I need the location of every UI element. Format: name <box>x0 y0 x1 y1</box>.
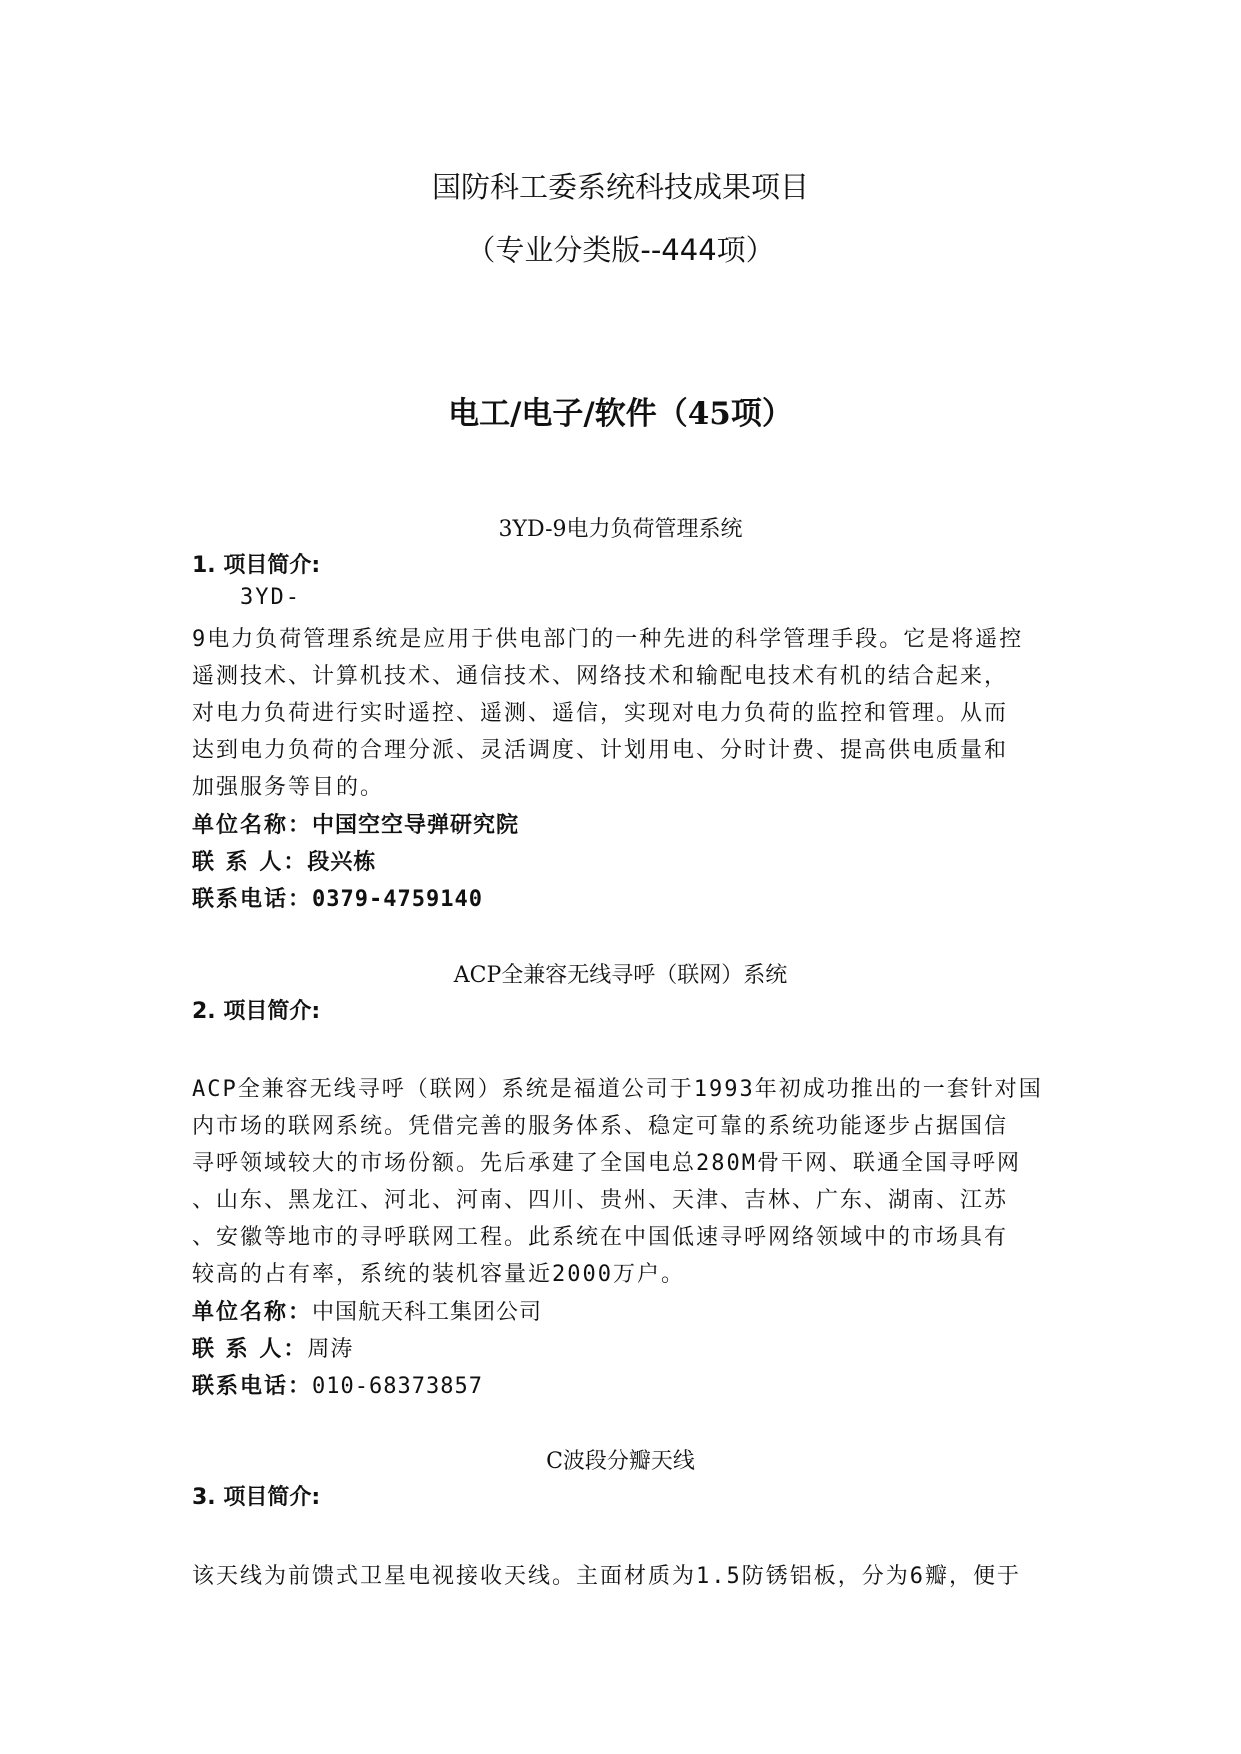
project-text-line: 9电力负荷管理系统是应用于供电部门的一种先进的科学管理手段。它是将遥控 <box>192 627 1024 652</box>
phone-row <box>192 882 483 913</box>
phone-row <box>192 1369 483 1400</box>
project-title: C波段分瓣天线 <box>546 1449 695 1474</box>
project-text-line: 该天线为前馈式卫星电视接收天线。主面材质为1.5防锈铝板，分为6瓣，便于 <box>192 1564 1021 1589</box>
project-text-line: 寻呼领域较大的市场份额。先后承建了全国电总280M骨干网、联通全国寻呼网 <box>192 1151 1021 1176</box>
project-title: ACP全兼容无线寻呼（联网）系统 <box>453 963 788 988</box>
contact-label: 联 系 人： <box>192 850 308 875</box>
project-text-line: 、安徽等地市的寻呼联网工程。此系统在中国低速寻呼网络领域中的市场具有 <box>192 1225 1009 1250</box>
contact-value: 段兴栋 <box>307 850 377 875</box>
project-text-line: ACP全兼容无线寻呼（联网）系统是福道公司于1993年初成功推出的一套针对国 <box>192 1077 1043 1102</box>
phone-value: 010-68373857 <box>312 1374 483 1399</box>
unit-label: 单位名称： <box>192 1300 313 1325</box>
section-title: 电工/电子/软件（45项） <box>448 396 793 432</box>
unit-value: 中国航天科工集团公司 <box>312 1300 543 1325</box>
document-subtitle: （专业分类版--444项） <box>466 233 775 267</box>
contact-value: 周涛 <box>307 1337 354 1362</box>
unit-row <box>192 808 519 839</box>
project-text-line: 对电力负荷进行实时遥控、遥测、遥信，实现对电力负荷的监控和管理。从而 <box>192 701 1009 726</box>
project-title: 3YD-9电力负荷管理系统 <box>498 517 743 542</box>
project-heading: 2. 项目简介: <box>192 999 321 1024</box>
contact-row <box>192 1332 353 1363</box>
phone-value: 0379-4759140 <box>312 887 483 912</box>
phone-label: 联系电话： <box>192 887 313 912</box>
unit-value: 中国空空导弹研究院 <box>312 813 520 838</box>
project-text-line: 内市场的联网系统。凭借完善的服务体系、稳定可靠的系统功能逐步占据国信 <box>192 1114 1009 1139</box>
document-title: 国防科工委系统科技成果项目 <box>431 170 809 204</box>
project-text-line: 遥测技术、计算机技术、通信技术、网络技术和输配电技术有机的结合起来， <box>192 664 1009 689</box>
project-text-line: 、山东、黑龙江、河北、河南、四川、贵州、天津、吉林、广东、湖南、江苏 <box>192 1188 1009 1213</box>
project-heading: 3. 项目简介: <box>192 1485 321 1510</box>
unit-label: 单位名称： <box>192 813 313 838</box>
project-text-line: 3YD- <box>240 585 301 610</box>
project-text-line: 较高的占有率，系统的装机容量近2000万户。 <box>192 1262 685 1287</box>
contact-row <box>192 845 376 876</box>
project-text-line: 达到电力负荷的合理分派、灵活调度、计划用电、分时计费、提高供电质量和 <box>192 738 1009 763</box>
project-text-line: 加强服务等目的。 <box>192 775 385 800</box>
project-heading: 1. 项目简介: <box>192 553 321 578</box>
unit-row <box>192 1295 542 1326</box>
contact-label: 联 系 人： <box>192 1337 308 1362</box>
phone-label: 联系电话： <box>192 1374 313 1399</box>
